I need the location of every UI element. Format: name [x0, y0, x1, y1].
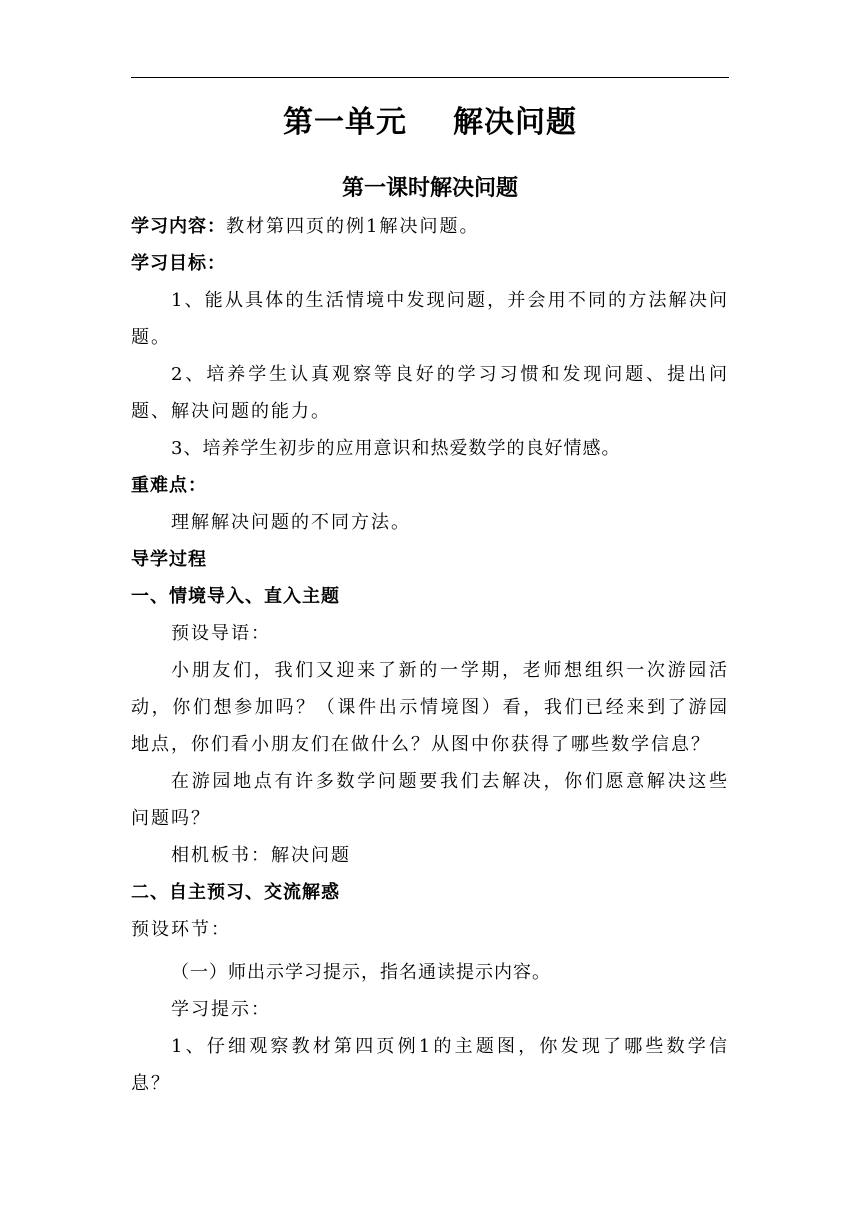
learning-goal-item: 2、培养学生认真观察等良好的学习习惯和发现问题、提出问题、解决问题的能力。	[131, 364, 729, 422]
blackboard-note: 相机板书：解决问题	[171, 845, 351, 866]
key-points-label: 重难点：	[131, 475, 207, 496]
intro-paragraph: 小朋友们，我们又迎来了新的一学期，老师想组织一次游园活动，你们想参加吗？（课件出示情境图）看，我们已经来到了游园地点，你们看小朋友们在做什么？从图中你获得了哪些数学信息？	[131, 660, 729, 755]
learning-content-text: 教材第四页的例1解决问题。	[226, 216, 480, 237]
process-heading: 导学过程	[131, 549, 207, 570]
learning-content-label: 学习内容：	[131, 216, 226, 237]
intro-paragraph: 在游园地点有许多数学问题要我们去解决，你们愿意解决这些问题吗？	[131, 771, 729, 829]
section-heading: 二、自主预习、交流解惑	[131, 882, 340, 903]
lesson-title: 第一课时解决问题	[341, 176, 518, 201]
tips-label: 学习提示：	[171, 999, 271, 1020]
unit-title	[131, 96, 729, 150]
document-page	[131, 96, 729, 1102]
unit-title-number: 第一单元	[283, 105, 407, 140]
section-heading: 一、情境导入、直入主题	[131, 586, 340, 607]
preset-intro-label: 预设导语：	[171, 623, 271, 644]
preset-step-label: 预设环节：	[131, 919, 231, 940]
learning-content	[131, 208, 729, 245]
step-text: （一）师出示学习提示，指名通读提示内容。	[171, 962, 551, 983]
unit-title-topic: 解决问题	[453, 105, 577, 140]
tip-item: 1、仔细观察教材第四页例1的主题图，你发现了哪些数学信息？	[131, 1036, 729, 1094]
learning-goal-item: 3、培养学生初步的应用意识和热爱数学的良好情感。	[171, 438, 621, 459]
key-points-text: 理解解决问题的不同方法。	[171, 512, 411, 533]
learning-goal-item: 1、能从具体的生活情境中发现问题，并会用不同的方法解决问题。	[131, 290, 729, 348]
header-rule	[131, 77, 729, 78]
learning-goals-label: 学习目标：	[131, 253, 226, 274]
